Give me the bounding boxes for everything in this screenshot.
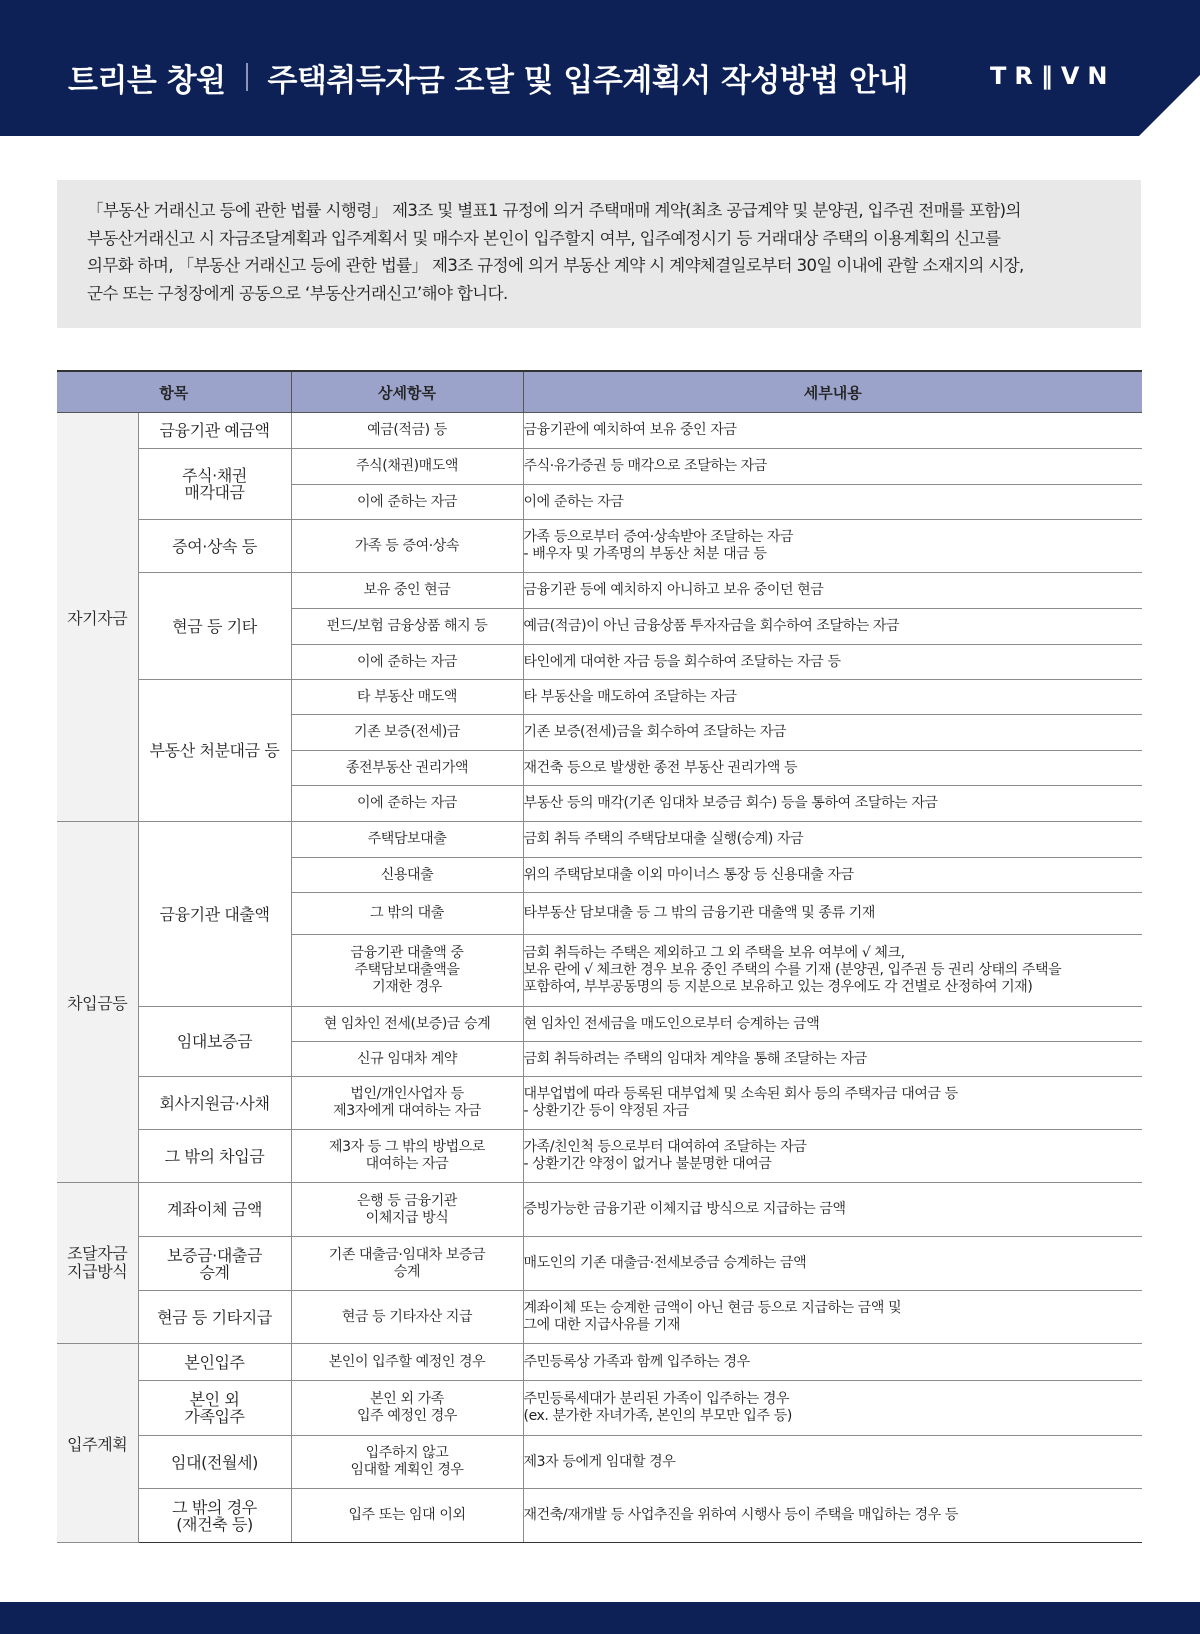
sub-item: 펀드/보험 금융상품 해지 등 bbox=[291, 609, 523, 645]
detail: 타인에게 대여한 자금 등을 회수하여 조달하는 자금 등 bbox=[523, 645, 1142, 680]
item-stock: 주식·채권 매각대금 bbox=[138, 449, 291, 520]
detail: 증빙가능한 금융기관 이체지급 방식으로 지급하는 금액 bbox=[523, 1183, 1142, 1237]
table-row bbox=[57, 449, 1142, 485]
detail: 재건축 등으로 발생한 종전 부동산 권리가액 등 bbox=[523, 751, 1142, 786]
detail: 금회 취득하려는 주택의 임대차 계약을 통해 조달하는 자금 bbox=[523, 1042, 1142, 1077]
table-row bbox=[57, 573, 1142, 609]
header-corner-cut bbox=[1139, 75, 1200, 136]
sub-item: 법인/개인사업자 등 제3자에게 대여하는 자금 bbox=[291, 1077, 523, 1130]
table-row bbox=[57, 1077, 1142, 1130]
intro-line: 군수 또는 구청장에게 공동으로 ‘부동산거래신고’해야 합니다. bbox=[87, 283, 508, 303]
detail: 주민등록상 가족과 함께 입주하는 경우 bbox=[523, 1344, 1142, 1381]
sub-item: 이에 준하는 자금 bbox=[291, 786, 523, 822]
page-title: 주택취득자금 조달 및 입주계획서 작성방법 안내 bbox=[267, 62, 908, 99]
sub-item: 그 밖의 대출 bbox=[291, 893, 523, 935]
item-lease-deposit: 임대보증금 bbox=[138, 1007, 291, 1077]
sub-item: 본인 외 가족 입주 예정인 경우 bbox=[291, 1381, 523, 1436]
detail: 예금(적금)이 아닌 금융상품 투자자금을 회수하여 조달하는 자금 bbox=[523, 609, 1142, 645]
sub-item: 금융기관 대출액 중 주택담보대출액을 기재한 경우 bbox=[291, 935, 523, 1007]
detail: 이에 준하는 자금 bbox=[523, 485, 1142, 520]
header-title bbox=[68, 52, 908, 102]
detail: 금융기관에 예치하여 보유 중인 자금 bbox=[523, 413, 1142, 449]
category-move-in-plan: 입주계획 bbox=[57, 1344, 138, 1543]
detail: 금회 취득 주택의 주택담보대출 실행(승계) 자금 bbox=[523, 822, 1142, 858]
detail: 위의 주택담보대출 이외 마이너스 통장 등 신용대출 자금 bbox=[523, 858, 1142, 893]
funding-plan-table bbox=[57, 370, 1142, 1543]
item-deposit: 금융기관 예금액 bbox=[138, 413, 291, 449]
table-row bbox=[57, 413, 1142, 449]
table-row bbox=[57, 1489, 1142, 1543]
detail: 부동산 등의 매각(기존 임대차 보증금 회수) 등을 통하여 조달하는 자금 bbox=[523, 786, 1142, 822]
sub-item: 이에 준하는 자금 bbox=[291, 645, 523, 680]
item-rent: 임대(전월세) bbox=[138, 1436, 291, 1489]
sub-item: 은행 등 금융기관 이체지급 방식 bbox=[291, 1183, 523, 1237]
sub-item: 주택담보대출 bbox=[291, 822, 523, 858]
sub-item: 예금(적금) 등 bbox=[291, 413, 523, 449]
sub-item: 주식(채권)매도액 bbox=[291, 449, 523, 485]
intro-box bbox=[57, 180, 1141, 328]
sub-item: 보유 중인 현금 bbox=[291, 573, 523, 609]
item-self-move: 본인입주 bbox=[138, 1344, 291, 1381]
item-company-support: 회사지원금·사채 bbox=[138, 1077, 291, 1130]
detail: 대부업법에 따라 등록된 대부업체 및 소속된 회사 등의 주택자금 대여금 등 - 상환기간 등이 약정된 자금 bbox=[523, 1077, 1142, 1130]
detail: 금융기관 등에 예치하지 아니하고 보유 중이던 현금 bbox=[523, 573, 1142, 609]
detail: 타부동산 담보대출 등 그 밖의 금융기관 대출액 및 종류 기재 bbox=[523, 893, 1142, 935]
item-assumption: 보증금·대출금 승계 bbox=[138, 1237, 291, 1291]
page-header bbox=[0, 0, 1200, 136]
intro-line: 의무화 하며, 「부동산 거래신고 등에 관한 법률」 제3조 규정에 의거 부동산 계약 시 계약체결일로부터 30일 이내에 관할 소재지의 시장, bbox=[87, 256, 1024, 275]
detail: 주민등록세대가 분리된 가족이 입주하는 경우 (ex. 분가한 자녀가족, 본인의 부모만 입주 등) bbox=[523, 1381, 1142, 1436]
detail: 타 부동산을 매도하여 조달하는 자금 bbox=[523, 680, 1142, 715]
table-row bbox=[57, 822, 1142, 858]
sub-item: 입주 또는 임대 이외 bbox=[291, 1489, 523, 1543]
item-cash: 현금 등 기타 bbox=[138, 573, 291, 680]
sub-item: 현 임차인 전세(보증)금 승계 bbox=[291, 1007, 523, 1042]
category-borrowing: 차입금등 bbox=[57, 822, 138, 1183]
sub-item: 신용대출 bbox=[291, 858, 523, 893]
sub-item: 제3자 등 그 밖의 방법으로 대여하는 자금 bbox=[291, 1130, 523, 1183]
sub-item: 가족 등 증여·상속 bbox=[291, 520, 523, 573]
header-sub: 상세항목 bbox=[291, 371, 523, 413]
header-item: 항목 bbox=[57, 371, 291, 413]
item-other-move: 그 밖의 경우 (재건축 등) bbox=[138, 1489, 291, 1543]
table-row bbox=[57, 1007, 1142, 1042]
sub-item: 기존 대출금·임대차 보증금 승계 bbox=[291, 1237, 523, 1291]
category-self-funds: 자기자금 bbox=[57, 413, 138, 822]
item-cash-payment: 현금 등 기타지급 bbox=[138, 1291, 291, 1344]
table-row bbox=[57, 1344, 1142, 1381]
table-row bbox=[57, 1436, 1142, 1489]
item-loan: 금융기관 대출액 bbox=[138, 822, 291, 1007]
detail: 주식·유가증권 등 매각으로 조달하는 자금 bbox=[523, 449, 1142, 485]
table-row bbox=[57, 520, 1142, 573]
intro-line: 부동산거래신고 시 자금조달계획과 입주계획서 및 매수자 본인이 입주할지 여부, 입주예정시기 등 거래대상 주택의 이용계획의 신고를 bbox=[87, 228, 1001, 248]
sub-item: 신규 임대차 계약 bbox=[291, 1042, 523, 1077]
sub-item: 현금 등 기타자산 지급 bbox=[291, 1291, 523, 1344]
detail: 가족 등으로부터 증여·상속받아 조달하는 자금 - 배우자 및 가족명의 부동산 처분 대금 등 bbox=[523, 520, 1142, 573]
item-family-move: 본인 외 가족입주 bbox=[138, 1381, 291, 1436]
table-row bbox=[57, 680, 1142, 715]
table-header-row bbox=[57, 371, 1142, 413]
intro-line: 「부동산 거래신고 등에 관한 법률 시행령」 제3조 및 별표1 규정에 의거 주택매매 계약(최초 공급계약 및 분양권, 입주권 전매를 포함)의 bbox=[87, 201, 1021, 220]
table-row bbox=[57, 1381, 1142, 1436]
item-other-borrowing: 그 밖의 차입금 bbox=[138, 1130, 291, 1183]
detail: 가족/친인척 등으로부터 대여하여 조달하는 자금 - 상환기간 약정이 없거나 불분명한 대여금 bbox=[523, 1130, 1142, 1183]
brand-logo: TR‖VN bbox=[990, 62, 1116, 90]
table-row bbox=[57, 1291, 1142, 1344]
table-row bbox=[57, 1237, 1142, 1291]
sub-item: 이에 준하는 자금 bbox=[291, 485, 523, 520]
detail: 현 임차인 전세금을 매도인으로부터 승계하는 금액 bbox=[523, 1007, 1142, 1042]
sub-item: 본인이 입주할 예정인 경우 bbox=[291, 1344, 523, 1381]
item-realestate: 부동산 처분대금 등 bbox=[138, 680, 291, 822]
item-gift: 증여·상속 등 bbox=[138, 520, 291, 573]
title-separator bbox=[246, 63, 248, 91]
sub-item: 입주하지 않고 임대할 계획인 경우 bbox=[291, 1436, 523, 1489]
page-footer-bar bbox=[0, 1602, 1200, 1634]
detail: 기존 보증(전세)금을 회수하여 조달하는 자금 bbox=[523, 715, 1142, 751]
table-row bbox=[57, 1183, 1142, 1237]
header-detail: 세부내용 bbox=[523, 371, 1142, 413]
detail: 제3자 등에게 임대할 경우 bbox=[523, 1436, 1142, 1489]
table-row bbox=[57, 1130, 1142, 1183]
detail: 재건축/재개발 등 사업추진을 위하여 시행사 등이 주택을 매입하는 경우 등 bbox=[523, 1489, 1142, 1543]
sub-item: 타 부동산 매도액 bbox=[291, 680, 523, 715]
sub-item: 기존 보증(전세)금 bbox=[291, 715, 523, 751]
brand-name: 트리븐 창원 bbox=[68, 62, 226, 99]
sub-item: 종전부동산 권리가액 bbox=[291, 751, 523, 786]
item-transfer: 계좌이체 금액 bbox=[138, 1183, 291, 1237]
detail: 계좌이체 또는 승계한 금액이 아닌 현금 등으로 지급하는 금액 및 그에 대한 지급사유를 기재 bbox=[523, 1291, 1142, 1344]
detail: 매도인의 기존 대출금·전세보증금 승계하는 금액 bbox=[523, 1237, 1142, 1291]
category-payment-method: 조달자금 지급방식 bbox=[57, 1183, 138, 1344]
detail: 금회 취득하는 주택은 제외하고 그 외 주택을 보유 여부에 √ 체크, 보유 란에 √ 체크한 경우 보유 중인 주택의 수를 기재 (분양권, 입주권 등 권리 상태의 주택을 포함하여, 부부공동명의 등 지분으로 보유하고 있는 경우에도 각 건별로 산정하여 기재) bbox=[523, 935, 1142, 1007]
